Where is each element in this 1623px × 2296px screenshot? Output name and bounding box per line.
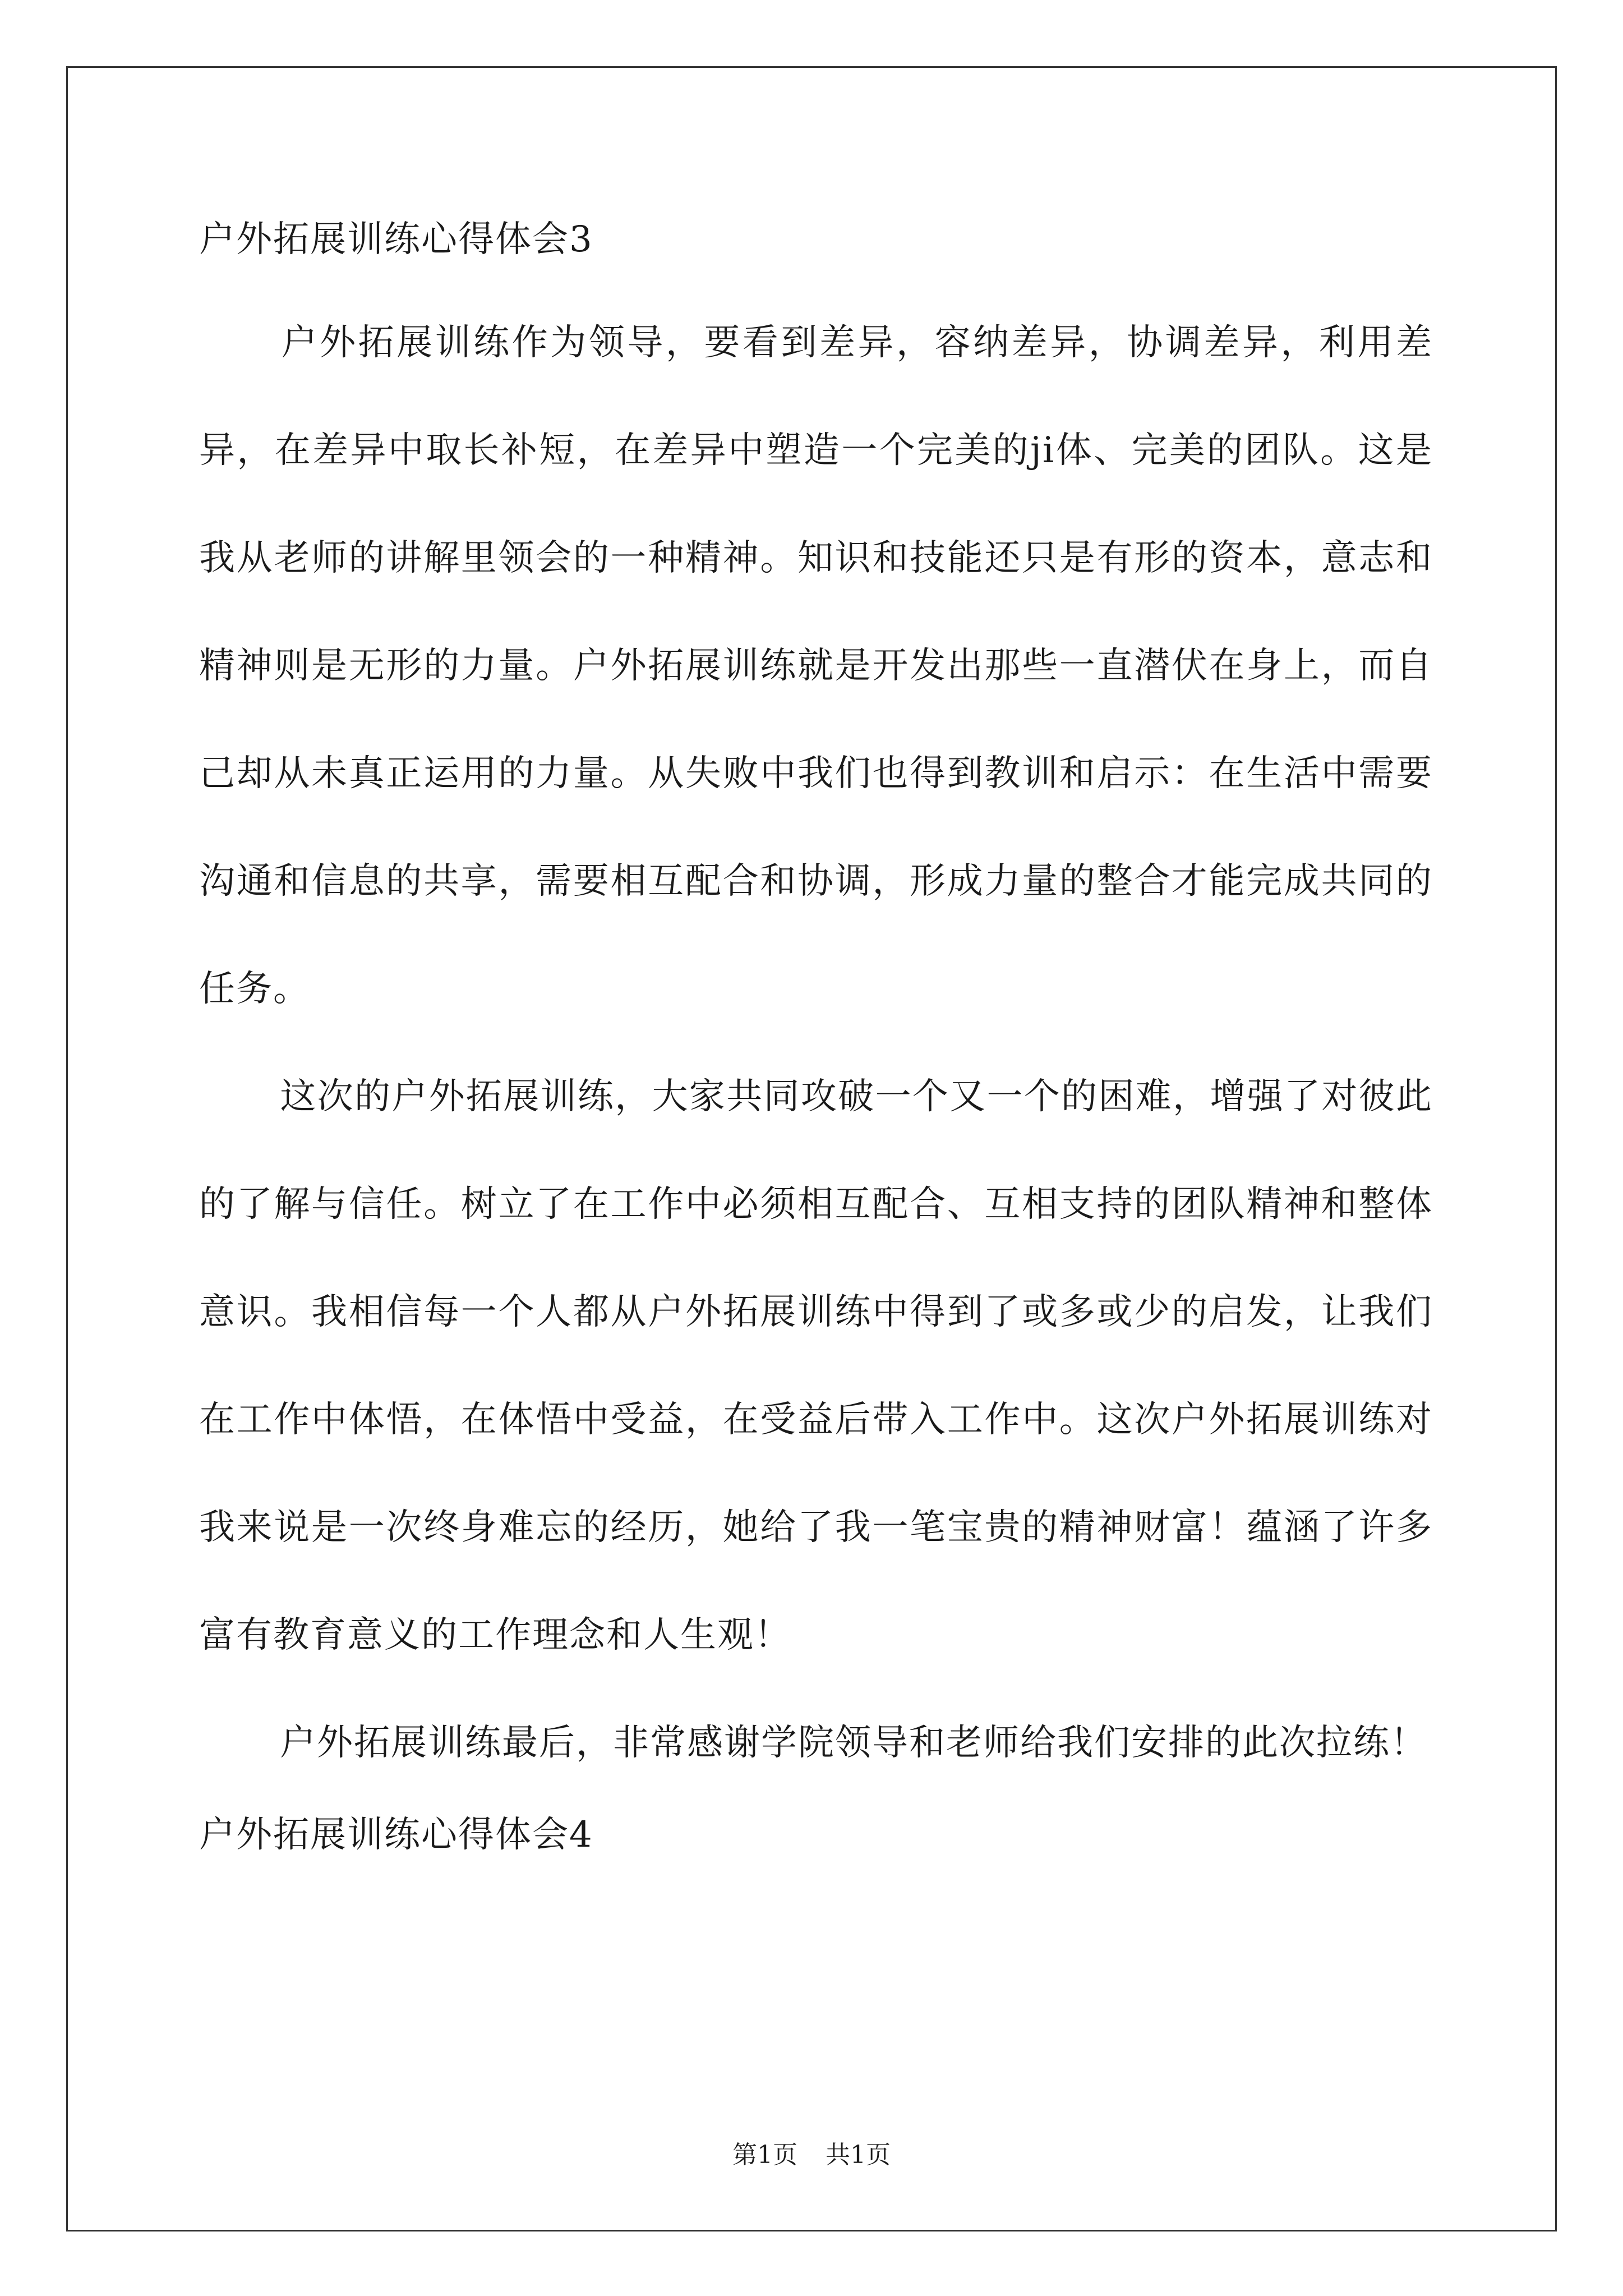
document-body — [199, 219, 1433, 1856]
page-total: 共1页 — [826, 2141, 891, 2169]
section-heading: 户外拓展训练心得体会4 — [199, 1814, 593, 1856]
paragraph — [199, 1043, 1433, 1689]
paragraph-text: 户外拓展训练最后，非常感谢学院领导和老师给我们安排的此次拉练！ — [280, 1722, 1427, 1764]
paragraph-text: 户外拓展训练作为领导，要看到差异，容纳差异，协调差异，利用差异，在差异中取长补短，在差异中塑造一个完美的ji体、完美的团队。这是我从老师的讲解里领会的一种精神。知识和技能还只是有形的资本，意志和精神则是无形的力量。户外拓展训练就是开发出那些一直潜伏在身上，而自己却从未真正运用的力量。从失败中我们也得到教训和启示：在生活中需要沟通和信息的共享，需要相互配合和协调，形成力量的整合才能完成共同的任务。 — [199, 322, 1433, 1010]
paragraph-text: 这次的户外拓展训练，大家共同攻破一个又一个的困难，增强了对彼此的了解与信任。树立了在工作中必须相互配合、互相支持的团队精神和整体意识。我相信每一个人都从户外拓展训练中得到了或多或少的启发，让我们在工作中体悟，在体悟中受益，在受益后带入工作中。这次户外拓展训练对我来说是一次终身难忘的经历，她给了我一笔宝贵的精神财富！蕴涵了许多富有教育意义的工作理念和人生观！ — [199, 1076, 1433, 1656]
paragraph — [199, 289, 1433, 1043]
section-heading: 户外拓展训练心得体会3 — [199, 219, 593, 260]
paragraph — [199, 1689, 1433, 1797]
page-footer — [0, 2142, 1623, 2169]
page-number: 第1页 — [732, 2141, 797, 2169]
